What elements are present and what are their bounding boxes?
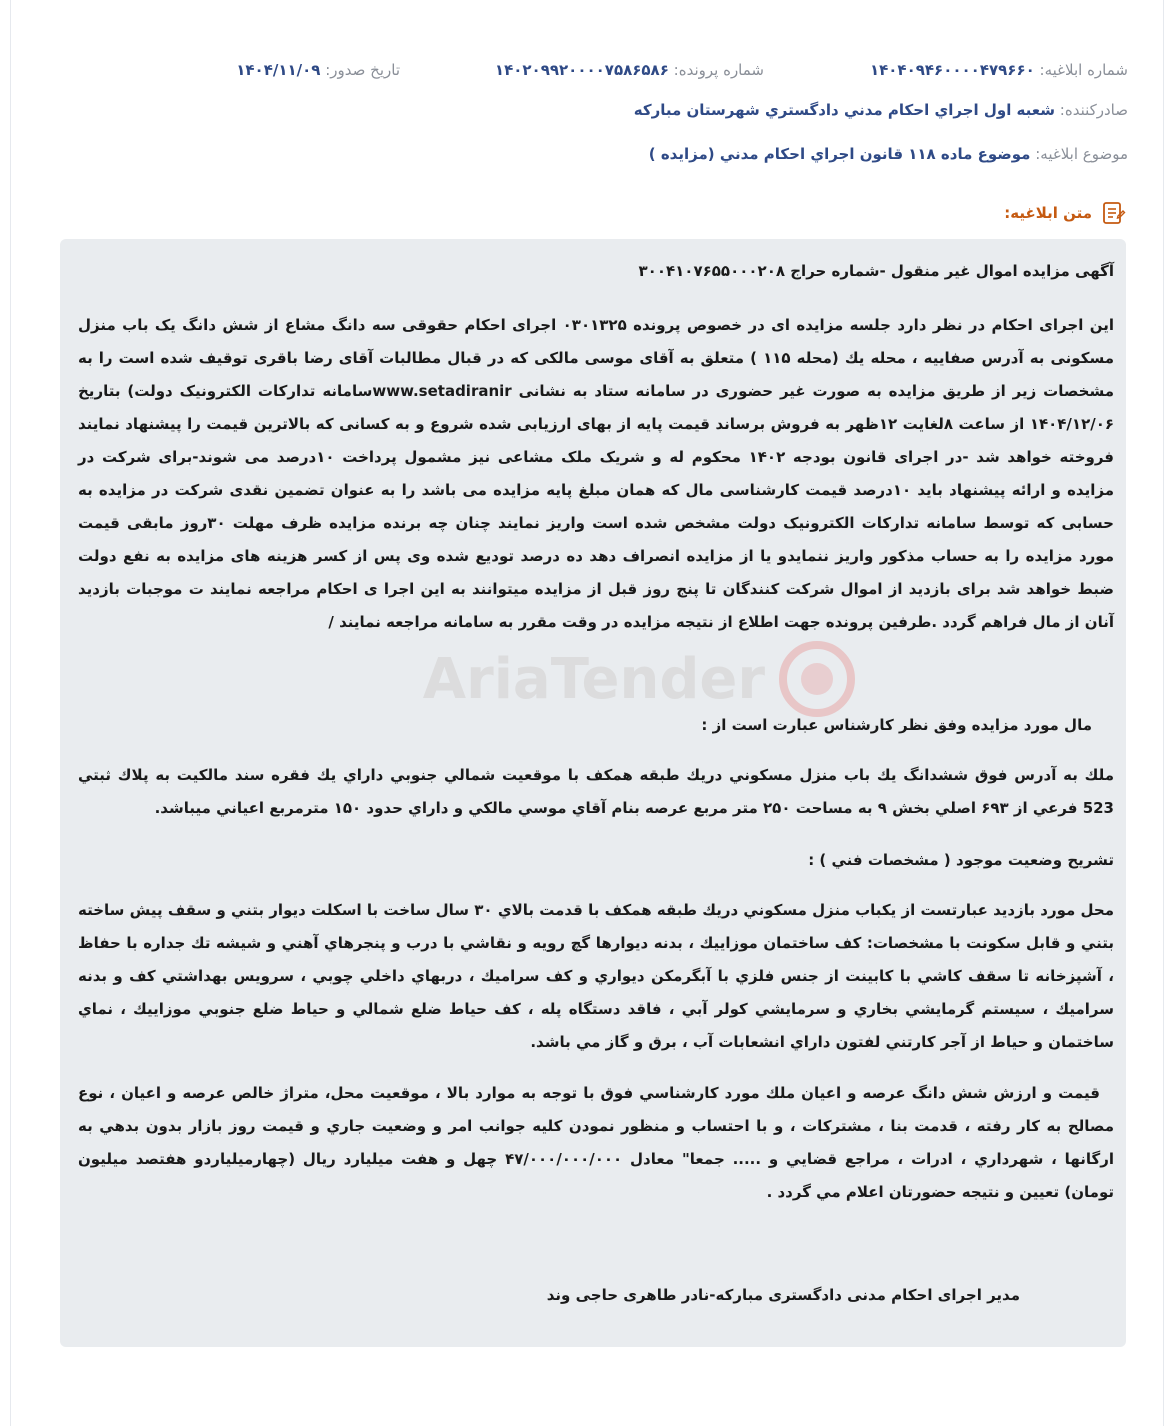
notice-number-value: ۱۴۰۴۰۹۴۶۰۰۰۰۴۷۹۶۶۰ — [869, 61, 1035, 79]
notice-subject — [649, 140, 1128, 168]
issue-date — [236, 56, 400, 84]
section-title: متن ابلاغیه: — [1004, 204, 1092, 222]
notice-text-panel — [60, 239, 1126, 1347]
notice-number-label: شماره ابلاغیه: — [1039, 61, 1128, 79]
subject-value: موضوع ماده ۱۱۸ قانون اجراي احكام مدني (مزايده ) — [648, 145, 1031, 163]
issue-date-label: تاریخ صدور: — [325, 61, 400, 79]
case-number-value: ۱۴۰۲۰۹۹۲۰۰۰۰۷۵۸۶۵۸۶ — [494, 61, 669, 79]
issuer-label: صادرکننده: — [1059, 101, 1128, 119]
auction-paragraph: این اجرای احکام در نظر دارد جلسه مزایده ای در خصوص پرونده ۰۳۰۱۳۲۵ اجرای احکام حقوقی سه دانگ مشاع از شش دانگ یک باب منزل مسکونی به آدرس صفاییه ، محله یك (محله ۱۱۵ ) متعلق به آقای موسی مالکی که در قبال مطالبات آقای رضا باقری توقیف شده است را به مشخصات زیر از طریق مزایده به صورت غیر حضوری در سامانه ستاد به نشانی www.setadiranirسامانه تدارکات الکترونیک دولت) بتاریخ ۱۴۰۴/۱۲/۰۶ از ساعت ۸لغایت ۱۲ظهر به فروش برساند قیمت پایه از بهای ارزیابی شده شروع و به کسانی که بالاترین قیمت را پیشنهاد نمایند فروخته خواهد شد -در اجرای قانون بودجه ۱۴۰۲ محکوم له و شریک ملک مشاعی نیز مشمول پرداخت ۱۰درصد می شوند-برای شرکت در مزایده و ارائه پیشنهاد باید ۱۰درصد قیمت کارشناسی مال که همان مبلغ پایه مزایده می باشد را به عنوان تضمین نقدی شرکت در مزایده به حسابی که توسط سامانه تدارکات الکترونیک دولت مشخص شده است واریز نمایند چنان چه برنده مزایده ظرف مهلت ۳۰روز مابقی قیمت مورد مزایده را به حساب مذکور واریز ننمایدو یا از مزایده انصراف دهد ده درصد تودیع شده وی پس از کسر هزینه های مزایده به نفع دولت ضبط خواهد شد برای بازدید از اموال شرکت کنندگان تا پنج روز قبل از مزایده میتوانند به این اجرا ی احکام مراجعه نمایند ت موجبات بازدید آنان از مال فراهم گردد .طرفین پرونده جهت اطلاع از نتیجه مزایده در وقت مقرر به سامانه مراجعه نمایند / — [78, 316, 1115, 631]
case-number — [495, 56, 764, 84]
meta-row — [46, 56, 1128, 84]
signature: مدیر اجرای احکام مدنی دادگستری مبارکه-نادر طاهری حاجی وند — [546, 1286, 1020, 1304]
property-paragraph: ملك به آدرس فوق ششدانگ يك باب منزل مسكوني دريك طبقه همكف با موقعيت شمالي جنوبي داراي يك فقره سند مالكيت به پلاك ثبتي 523 فرعي از ۶۹۳ اصلي بخش ۹ به مساحت ۲۵۰ متر مربع عرصه بنام آقاي موسي مالكي و داراي حدود ۱۵۰ مترمربع اعياني ميباشد. — [78, 766, 1114, 817]
notice-number — [870, 56, 1128, 84]
frame-left-border — [10, 0, 11, 1426]
watermark-text: AriaTender — [422, 647, 765, 712]
issuer-value: شعبه اول اجراي احكام مدني دادگستري شهرستان مباركه — [633, 101, 1055, 119]
technical-subheading: تشريح وضعيت موجود ( مشخصات فني ) : — [808, 851, 1114, 869]
document-text-icon — [1100, 200, 1126, 226]
subject-label: موضوع ابلاغیه: — [1035, 145, 1128, 163]
section-header — [1004, 198, 1126, 228]
valuation-paragraph: قيمت و ارزش شش دانگ عرصه و اعيان ملك مورد كارشناسي فوق با توجه به موارد بالا ، موقعيت محل، متراژ خالص عرصه و اعيان ، نوع مصالح به كار رفته ، قدمت بنا ، مشتركات ، و با احتساب و منظور نمودن كليه جوانب امر و وضعيت جاري و قيمت روز بازار بدون بدهي به ارگانها ، شهرداري ، ادرات ، مراجع قضايي و ..... جمعا" معادل ۴۷/۰۰۰/۰۰۰/۰۰۰ چهل و هفت ميليارد ريال (چهارميلياردو هفتصد ميليون تومان) تعيين و نتيجه حضورتان اعلام مي گردد . — [78, 1084, 1114, 1201]
issuer — [634, 96, 1128, 124]
issue-date-value: ۱۴۰۴/۱۱/۰۹ — [236, 61, 321, 79]
case-number-label: شماره پرونده: — [673, 61, 764, 79]
technical-paragraph: محل مورد بازديد عبارتست از يكباب منزل مسكوني دريك طبقه همكف با قدمت بالاي ۳۰ سال ساخت با اسكلت ديوار بتني و سقف پيش ساخته بتني و قابل سكونت با مشخصات: كف ساختمان موزاييك ، بدنه ديوارها گچ رويه و نقاشي با درب و پنجرهاي آهني و شيشه تك جداره با حفاظ ، آشپزخانه تا سقف كاشي با كابينت از جنس فلزي با آبگرمكن ديواري و كف سراميك ، دربهاي داخلي چوبي ، سرويس بهداشتي كف و بدنه سراميك ، سيستم گرمايشي بخاري و سرمايشي كولر آبي ، فاقد دستگاه پله ، كف حياط ضلع شمالي و حياط ضلع جنوبي موزاييك ، نماي ساختمان و حياط از آجر كارتني لفتون داراي انشعابات آب ، برق و گاز مي باشد. — [78, 901, 1114, 1051]
frame-right-border — [1163, 0, 1164, 1426]
notice-title: آگهی مزایده اموال غیر منقول -شماره حراج ۳۰۰۴۱۰۷۶۵۵۰۰۰۲۰۸ — [638, 262, 1114, 280]
property-subheading: مال مورد مزایده وفق نظر کارشناس عبارت است از : — [701, 716, 1092, 734]
